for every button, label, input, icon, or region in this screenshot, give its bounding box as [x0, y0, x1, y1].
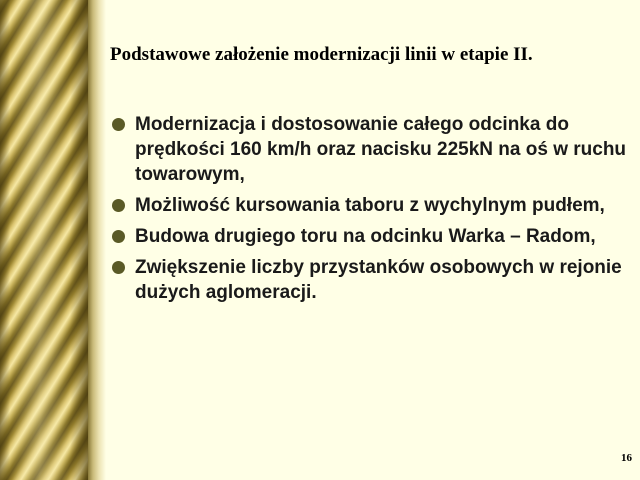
page-number: 16: [621, 452, 632, 464]
bullet-dot-icon: [112, 261, 125, 274]
bullet-text: Możliwość kursowania taboru z wychylnym pudłem,: [135, 195, 605, 216]
column-shadow: [88, 0, 106, 480]
bullet-dot-icon: [112, 199, 125, 212]
bullet-dot-icon: [112, 230, 125, 243]
slide-title: Podstawowe założenie modernizacji linii w etapie II.: [110, 44, 533, 65]
bullet-text: Budowa drugiego toru na odcinku Warka – Radom,: [135, 226, 596, 247]
bullet-list: [108, 112, 628, 311]
bullet-text: Zwiększenie liczby przystanków osobowych w rejonie dużych aglomeracji.: [135, 257, 622, 303]
bullet-item: [108, 112, 628, 187]
bullet-item: [108, 193, 628, 218]
bullet-item: [108, 224, 628, 249]
bullet-item: [108, 255, 628, 305]
bullet-dot-icon: [112, 118, 125, 131]
bullet-text: Modernizacja i dostosowanie całego odcinka do prędkości 160 km/h oraz nacisku 225kN na oś w ruchu towarowym,: [135, 114, 627, 185]
decorative-gold-column: [0, 0, 88, 480]
